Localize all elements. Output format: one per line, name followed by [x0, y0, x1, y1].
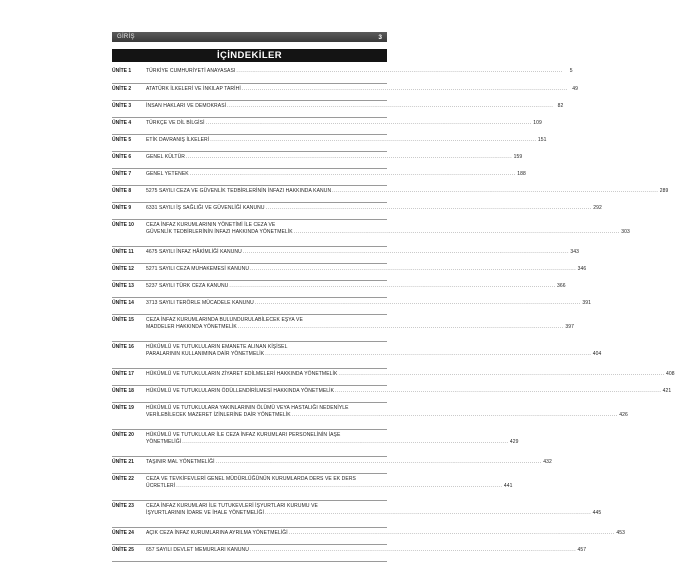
entry-title: MADDELER HAKKINDA YÖNETMELİK: [146, 324, 237, 330]
entry-title: HÜKÜMLÜ VE TUTUKLULARIN ÖDÜLLENDİRİLMESİ HAKKINDA YÖNETMELİK: [146, 388, 335, 394]
dot-leader: [190, 171, 516, 178]
dot-leader: [210, 137, 536, 144]
entry-body: [146, 371, 675, 378]
toc-entry: [112, 264, 587, 281]
dot-leader: [176, 483, 502, 490]
unit-number: ÜNİTE 21: [112, 459, 134, 465]
entry-body: [146, 120, 542, 127]
unit-number: ÜNİTE 1: [112, 68, 132, 74]
unit-number: ÜNİTE 16: [112, 344, 134, 350]
unit-number: ÜNİTE 22: [112, 476, 134, 482]
toc-entry: [112, 135, 547, 152]
entry-body: [146, 459, 552, 466]
entry-body: [146, 188, 668, 195]
unit-number: ÜNİTE 17: [112, 371, 134, 377]
entry-body: [146, 222, 630, 236]
toc-entry: [112, 169, 526, 186]
dot-leader: [242, 86, 568, 93]
entry-line: [146, 229, 630, 236]
dot-leader: [265, 510, 591, 517]
entry-page-number: 453: [616, 530, 626, 536]
entry-title: VERİLEBİLECEK MAZERET İZİNLERİNE DAİR YÖNETMELİK: [146, 412, 291, 418]
entry-title: 657 SAYILI DEVLET MEMURLARI KANUNU: [146, 547, 249, 553]
entry-title: PARALARININ KULLANIMINA DAİR YÖNETMELİK: [146, 351, 265, 357]
toc-entry: [112, 203, 602, 220]
dot-leader: [289, 530, 615, 537]
toc-list: [112, 66, 675, 562]
entry-body: [146, 300, 591, 307]
entry-page-number: 5: [569, 68, 573, 74]
dot-leader: [265, 351, 591, 358]
toc-entry: [112, 403, 628, 430]
entry-body: [146, 317, 574, 331]
entry-body: [146, 388, 671, 395]
entry-title: TÜRKİYE CUMHURİYETİ ANAYASASI: [146, 68, 236, 74]
entry-line: [146, 547, 586, 554]
entry-title: HÜKÜMLÜ VE TUTUKLULARIN EMANETE ALINAN KİŞİSEL: [146, 344, 288, 350]
toc-entry: [112, 457, 552, 474]
toc-entry: [112, 66, 573, 84]
entry-line: [146, 222, 630, 229]
entry-page-number: 49: [572, 86, 579, 92]
entry-body: [146, 283, 566, 290]
entry-line: [146, 188, 668, 195]
dot-leader: [227, 103, 553, 110]
entry-body: [146, 432, 519, 446]
entry-page-number: 289: [659, 188, 669, 194]
entry-title: GENEL KÜLTÜR: [146, 154, 185, 160]
entry-page-number: 82: [557, 103, 564, 109]
toc-entry: [112, 474, 513, 501]
unit-number: ÜNİTE 7: [112, 171, 132, 177]
entry-title: AÇIK CEZA İNFAZ KURUMLARINA AYRILMA YÖNETMELİĞİ: [146, 530, 288, 536]
entry-page-number: 159: [513, 154, 523, 160]
entry-body: [146, 405, 628, 419]
unit-number: ÜNİTE 13: [112, 283, 134, 289]
toc-entry: [112, 247, 580, 264]
entry-body: [146, 68, 573, 75]
unit-number: ÜNİTE 23: [112, 503, 134, 509]
unit-number: ÜNİTE 24: [112, 530, 134, 536]
entry-page-number: 426: [619, 412, 628, 418]
unit-number: ÜNİTE 19: [112, 405, 134, 411]
toc-entry: [112, 430, 519, 457]
entry-body: [146, 103, 563, 110]
toc-entry: [112, 315, 575, 342]
entry-title: HÜKÜMLÜ VE TUTUKLULAR İLE CEZA İNFAZ KURUMLARI PERSONELİNİN İAŞE: [146, 432, 341, 438]
dot-leader: [206, 120, 532, 127]
entry-page-number: 397: [565, 324, 575, 330]
dot-leader: [250, 547, 576, 554]
entry-body: [146, 86, 578, 93]
dot-leader: [255, 300, 581, 307]
section-header-bar: [112, 32, 387, 42]
entry-line: [146, 439, 519, 446]
entry-line: [146, 317, 574, 324]
entry-title: GÜVENLİK TEDBİRLERİNİN İNFAZI HAKKINDA YÖNETMELİK: [146, 229, 293, 235]
entry-line: [146, 412, 628, 419]
entry-title: HÜKÜMLÜ VE TUTUKLULARIN ZİYARET EDİLMELERİ HAKKINDA YÖNETMELİK: [146, 371, 338, 377]
unit-number: ÜNİTE 12: [112, 266, 134, 272]
entry-title: CEZA İNFAZ KURUMLARI İLE TUTUKEVLERİ İŞYURTLARI KURUMU VE: [146, 503, 318, 509]
entry-line: [146, 300, 591, 307]
entry-body: [146, 137, 546, 144]
entry-body: [146, 476, 512, 490]
toc-entry: [112, 342, 602, 369]
toc-title: İÇİNDEKİLER: [112, 49, 387, 62]
entry-page-number: 404: [592, 351, 602, 357]
dot-leader: [335, 388, 661, 395]
toc-entry: [112, 220, 630, 247]
dot-leader: [182, 439, 508, 446]
unit-number: ÜNİTE 8: [112, 188, 132, 194]
entry-page-number: 292: [593, 205, 602, 211]
entry-page-number: 303: [621, 229, 630, 235]
entry-title: TAŞINIR MAL YÖNETMELİĞİ: [146, 459, 215, 465]
entry-line: [146, 371, 675, 378]
toc-entry: [112, 101, 564, 118]
unit-number: ÜNİTE 20: [112, 432, 134, 438]
entry-page-number: 188: [517, 171, 526, 177]
toc-entry: [112, 369, 675, 386]
entry-body: [146, 205, 602, 212]
entry-page-number: 408: [666, 371, 675, 377]
entry-line: [146, 510, 601, 517]
entry-title: 5275 SAYILI CEZA VE GÜVENLİK TEDBİRLERİNİN İNFAZI HAKKINDA KANUN: [146, 188, 332, 194]
toc-entry: [112, 118, 542, 135]
entry-line: [146, 324, 574, 331]
entry-line: [146, 205, 602, 212]
entry-title: HÜKÜMLÜ VE TUTUKLULARA YAKINLARININ ÖLÜMÜ VEYA HASTALIĞI NEDENİYLE: [146, 405, 349, 411]
toc-entry: [112, 545, 587, 562]
entry-line: [146, 137, 546, 144]
toc-entry: [112, 84, 579, 101]
entry-line: [146, 459, 552, 466]
entry-line: [146, 103, 563, 110]
entry-line: [146, 86, 578, 93]
entry-title: YÖNETMELİĞİ: [146, 439, 182, 445]
entry-line: [146, 483, 512, 490]
unit-number: ÜNİTE 2: [112, 86, 132, 92]
entry-line: [146, 351, 601, 358]
entry-line: [146, 68, 573, 75]
entry-title: 6331 SAYILI İŞ SAĞLIĞI VE GÜVENLİĞİ KANUNU: [146, 205, 265, 211]
toc-entry: [112, 528, 626, 545]
entry-body: [146, 249, 579, 256]
entry-page-number: 366: [556, 283, 566, 289]
entry-line: [146, 283, 566, 290]
toc-entry: [112, 386, 672, 403]
entry-line: [146, 476, 512, 483]
dot-leader: [243, 249, 569, 256]
entry-page-number: 391: [582, 300, 592, 306]
entry-title: İŞYURTLARININ İDARE VE İHALE YÖNETMELİĞİ: [146, 510, 265, 516]
entry-title: CEZA İNFAZ KURUMLARINDA BULUNDURULABİLECEK EŞYA VE: [146, 317, 303, 323]
entry-title: ATATÜRK İLKELERİ VE İNKILAP TARİHİ: [146, 86, 241, 92]
unit-number: ÜNİTE 4: [112, 120, 132, 126]
entry-title: ÜCRETLERİ: [146, 483, 176, 489]
toc-entry: [112, 281, 566, 298]
entry-page-number: 432: [543, 459, 552, 465]
entry-line: [146, 530, 625, 537]
unit-number: ÜNİTE 10: [112, 222, 134, 228]
dot-leader: [332, 188, 658, 195]
unit-number: ÜNİTE 6: [112, 154, 132, 160]
entry-title: CEZA İNFAZ KURUMLARININ YÖNETİMİ İLE CEZA VE: [146, 222, 276, 228]
entry-title: GENEL YETENEK: [146, 171, 189, 177]
toc-entry: [112, 152, 523, 169]
entry-page-number: 151: [537, 137, 547, 143]
entry-body: [146, 154, 522, 161]
dot-leader: [229, 283, 555, 290]
dot-leader: [294, 229, 620, 236]
dot-leader: [250, 266, 576, 273]
entry-page-number: 429: [509, 439, 519, 445]
dot-leader: [266, 205, 592, 212]
book-page: [112, 32, 675, 553]
entry-line: [146, 432, 519, 439]
entry-body: [146, 503, 601, 517]
entry-page-number: 441: [503, 483, 513, 489]
entry-line: [146, 154, 522, 161]
entry-body: [146, 547, 586, 554]
dot-leader: [238, 324, 564, 331]
unit-number: ÜNİTE 11: [112, 249, 134, 255]
entry-page-number: 109: [533, 120, 542, 126]
entry-line: [146, 405, 628, 412]
section-name: GİRİŞ: [117, 34, 135, 40]
entry-line: [146, 171, 526, 178]
dot-leader: [216, 459, 542, 466]
entry-line: [146, 503, 601, 510]
entry-title: ETİK DAVRANIŞ İLKELERİ: [146, 137, 210, 143]
unit-number: ÜNİTE 14: [112, 300, 134, 306]
entry-title: CEZA VE TEVKİFEVLERİ GENEL MÜDÜRLÜĞÜNÜN KURUMLARDA DERS VE EK DERS: [146, 476, 356, 482]
unit-number: ÜNİTE 3: [112, 103, 132, 109]
entry-line: [146, 120, 542, 127]
entry-line: [146, 388, 671, 395]
entry-body: [146, 266, 586, 273]
entry-title: 4675 SAYILI İNFAZ HÂKİMLİĞİ KANUNU: [146, 249, 242, 255]
entry-title: 3713 SAYILI TERÖRLE MÜCADELE KANUNU: [146, 300, 254, 306]
toc-entry: [112, 501, 602, 528]
entry-page-number: 343: [570, 249, 580, 255]
entry-page-number: 445: [592, 510, 602, 516]
entry-title: 5237 SAYILI TÜRK CEZA KANUNU: [146, 283, 229, 289]
entry-line: [146, 266, 586, 273]
toc-entry: [112, 298, 592, 315]
unit-number: ÜNİTE 5: [112, 137, 132, 143]
entry-title: 5271 SAYILI CEZA MUHAKEMESİ KANUNU: [146, 266, 250, 272]
entry-page-number: 346: [577, 266, 587, 272]
entry-body: [146, 171, 526, 178]
dot-leader: [236, 68, 562, 75]
page-number: 3: [378, 33, 382, 41]
entry-title: TÜRKÇE VE DİL BİLGİSİ: [146, 120, 205, 126]
unit-number: ÜNİTE 9: [112, 205, 132, 211]
dot-leader: [338, 371, 664, 378]
entry-line: [146, 344, 601, 351]
dot-leader: [186, 154, 512, 161]
unit-number: ÜNİTE 18: [112, 388, 134, 394]
entry-page-number: 457: [577, 547, 587, 553]
entry-body: [146, 344, 601, 358]
entry-page-number: 421: [662, 388, 672, 394]
dot-leader: [292, 412, 618, 419]
entry-title: İNSAN HAKLARI VE DEMOKRASİ: [146, 103, 227, 109]
unit-number: ÜNİTE 15: [112, 317, 134, 323]
entry-line: [146, 249, 579, 256]
toc-entry: [112, 186, 669, 203]
unit-number: ÜNİTE 25: [112, 547, 134, 553]
entry-body: [146, 530, 625, 537]
